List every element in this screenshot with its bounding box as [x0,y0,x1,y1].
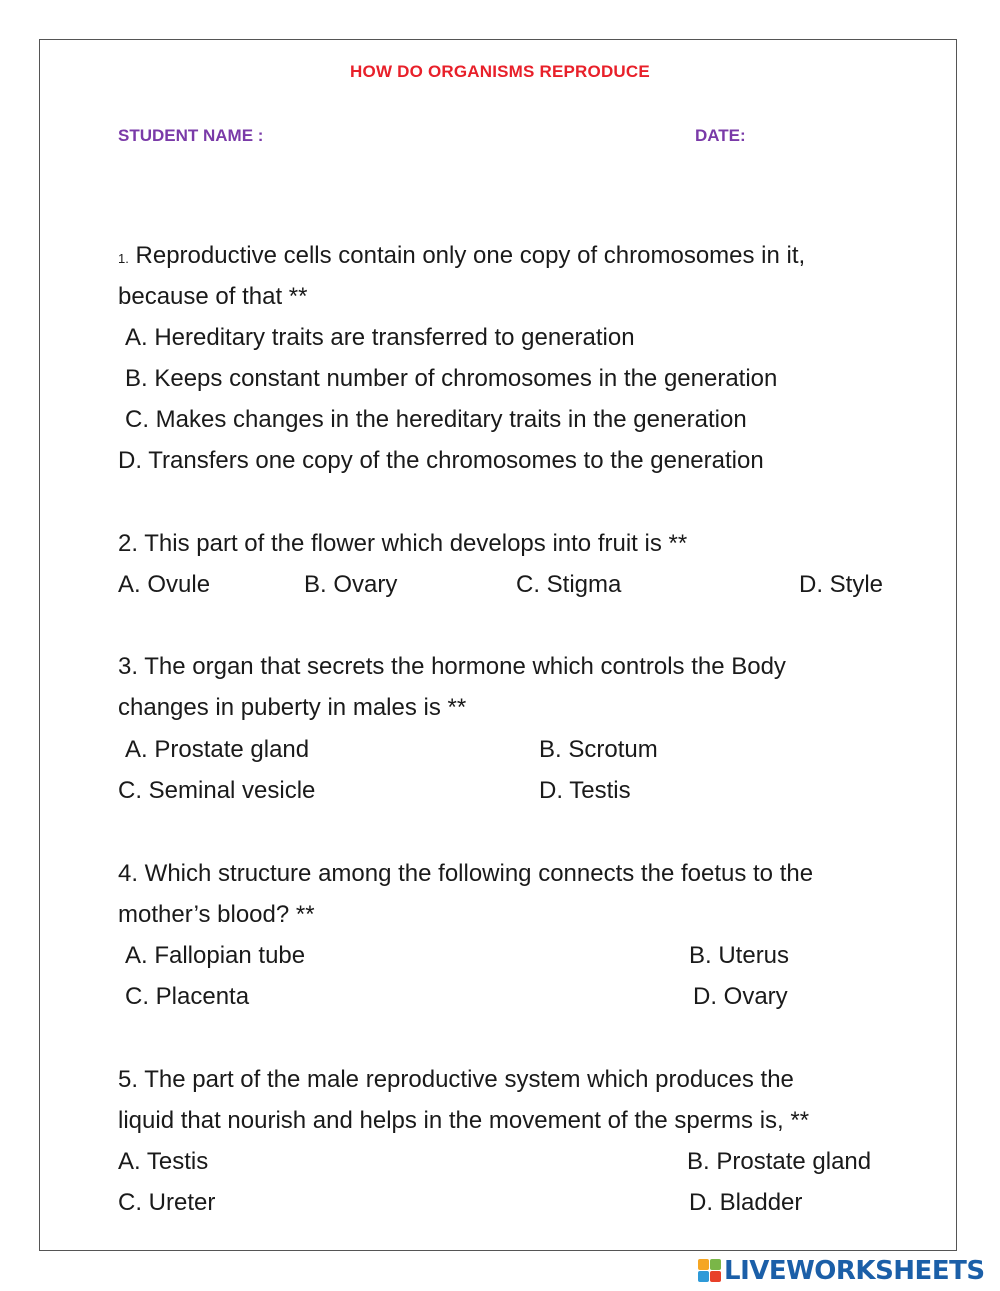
question-1-option-a[interactable]: A. Hereditary traits are transferred to generation [125,324,635,351]
date-label: DATE: [695,126,746,145]
question-3-option-c[interactable]: C. Seminal vesicle [118,777,316,804]
question-5-line-2: liquid that nourish and helps in the movement of the sperms is, ** [118,1107,810,1134]
question-2-option-a[interactable]: A. Ovule [118,571,211,598]
question-1-option-d[interactable]: D. Transfers one copy of the chromosomes to the generation [118,447,764,474]
question-4-line-1: 4. Which structure among the following connects the foetus to the [118,860,814,887]
page-title: HOW DO ORGANISMS REPRODUCE [350,62,650,81]
question-1-text: Reproductive cells contain only one copy of chromosomes in it, [135,242,806,269]
question-4-option-d[interactable]: D. Ovary [693,983,788,1010]
question-1-number: 1. [118,251,129,266]
liveworksheets-brand[interactable] [698,1256,985,1286]
question-4-option-c[interactable]: C. Placenta [125,983,250,1010]
question-4-option-b[interactable]: B. Uterus [689,942,790,969]
question-5-option-c[interactable]: C. Ureter [118,1189,216,1216]
question-3-option-d[interactable]: D. Testis [539,777,631,804]
question-2-option-b[interactable]: B. Ovary [304,571,398,598]
question-5-option-a[interactable]: A. Testis [118,1148,209,1175]
question-3-line-2: changes in puberty in males is ** [118,694,467,721]
question-2-option-d[interactable]: D. Style [799,571,884,598]
brand-name: LIVEWORKSHEETS [724,1256,985,1286]
question-5-line-1: 5. The part of the male reproductive system which produces the [118,1066,794,1093]
question-5-option-d[interactable]: D. Bladder [689,1189,803,1216]
question-1-option-b[interactable]: B. Keeps constant number of chromosomes in the generation [125,365,778,392]
question-2-option-c[interactable]: C. Stigma [516,571,622,598]
question-1-line-1 [118,242,805,273]
question-4-option-a[interactable]: A. Fallopian tube [125,942,306,969]
liveworksheets-logo-icon [698,1259,722,1283]
student-name-label: STUDENT NAME : [118,126,264,145]
question-1-line-2: because of that ** [118,283,308,310]
question-2-line-1: 2. This part of the flower which develops into fruit is ** [118,530,688,557]
question-3-option-a[interactable]: A. Prostate gland [125,736,310,763]
question-5-option-b[interactable]: B. Prostate gland [687,1148,872,1175]
question-3-option-b[interactable]: B. Scrotum [539,736,658,763]
question-4-line-2: mother’s blood? ** [118,901,315,928]
question-1-option-c[interactable]: C. Makes changes in the hereditary traits in the generation [125,406,747,433]
question-3-line-1: 3. The organ that secrets the hormone which controls the Body [118,653,786,680]
